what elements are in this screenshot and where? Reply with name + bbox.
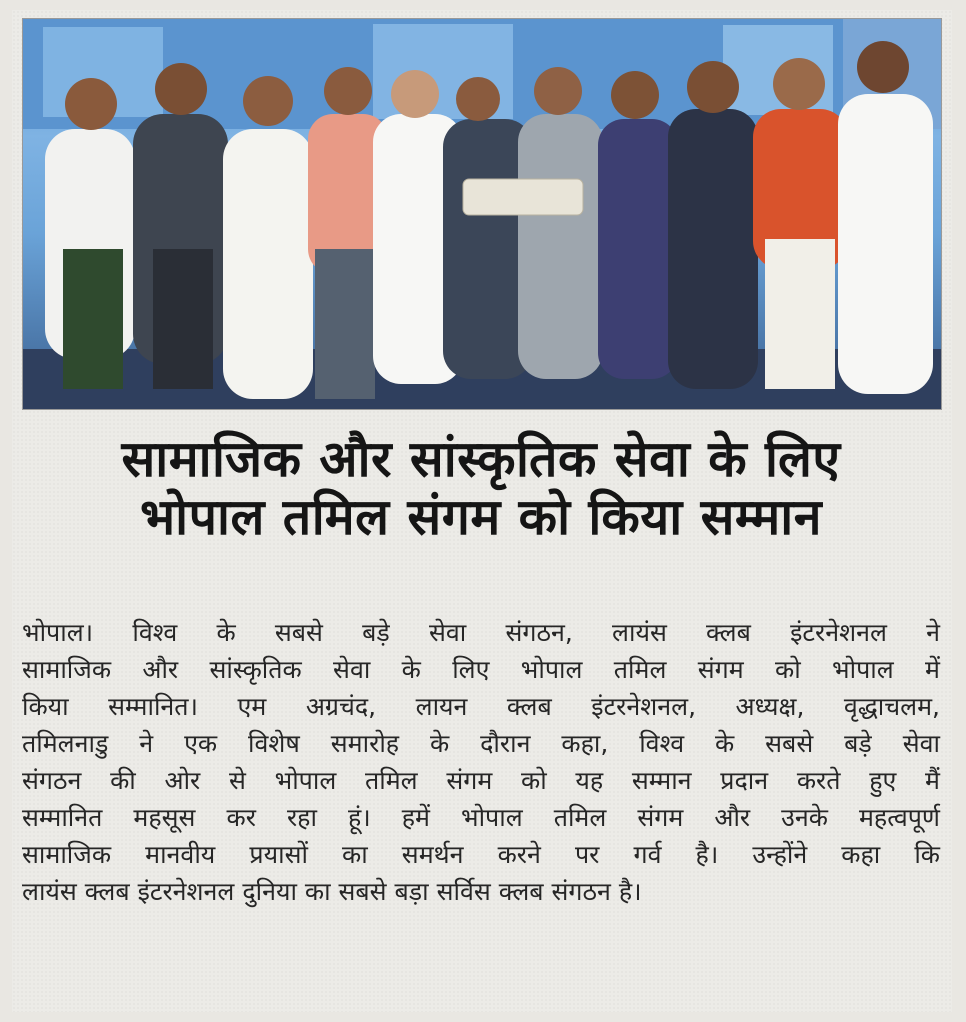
body-line: लायंस क्लब इंटरनेशनल दुनिया का सबसे बड़ा सर्विस क्लब संगठन है।: [22, 877, 642, 906]
body-line: किया सम्मानित। एम अग्रचंद, लायन क्लब इंटरनेशनल, अध्यक्ष, वृद्धाचलम,: [22, 692, 940, 721]
body-line: सम्मानित महसूस कर रहा हूं। हमें भोपाल तमिल संगम और उनके महत्वपूर्ण: [22, 803, 940, 832]
group-photo: [22, 18, 942, 410]
article-body: [22, 614, 940, 910]
body-line: सामाजिक और सांस्कृतिक सेवा के लिए भोपाल तमिल संगम को भोपाल में: [22, 655, 940, 684]
headline: [26, 430, 936, 546]
group-photo-illustration: [23, 19, 941, 409]
body-line: तमिलनाडु ने एक विशेष समारोह के दौरान कहा, विश्व के सबसे बड़े सेवा: [22, 729, 940, 758]
body-line: भोपाल। विश्व के सबसे बड़े सेवा संगठन, लायंस क्लब इंटरनेशनल ने: [22, 618, 940, 647]
body-line: संगठन की ओर से भोपाल तमिल संगम को यह सम्मान प्रदान करते हुए मैं: [22, 766, 940, 795]
newspaper-clipping: [12, 10, 952, 1012]
body-line: सामाजिक मानवीय प्रयासों का समर्थन करने पर गर्व है। उन्होंने कहा कि: [22, 840, 940, 869]
headline-line-2: भोपाल तमिल संगम को किया सम्मान: [140, 488, 822, 546]
headline-line-1: सामाजिक और सांस्कृतिक सेवा के लिए: [121, 430, 841, 488]
